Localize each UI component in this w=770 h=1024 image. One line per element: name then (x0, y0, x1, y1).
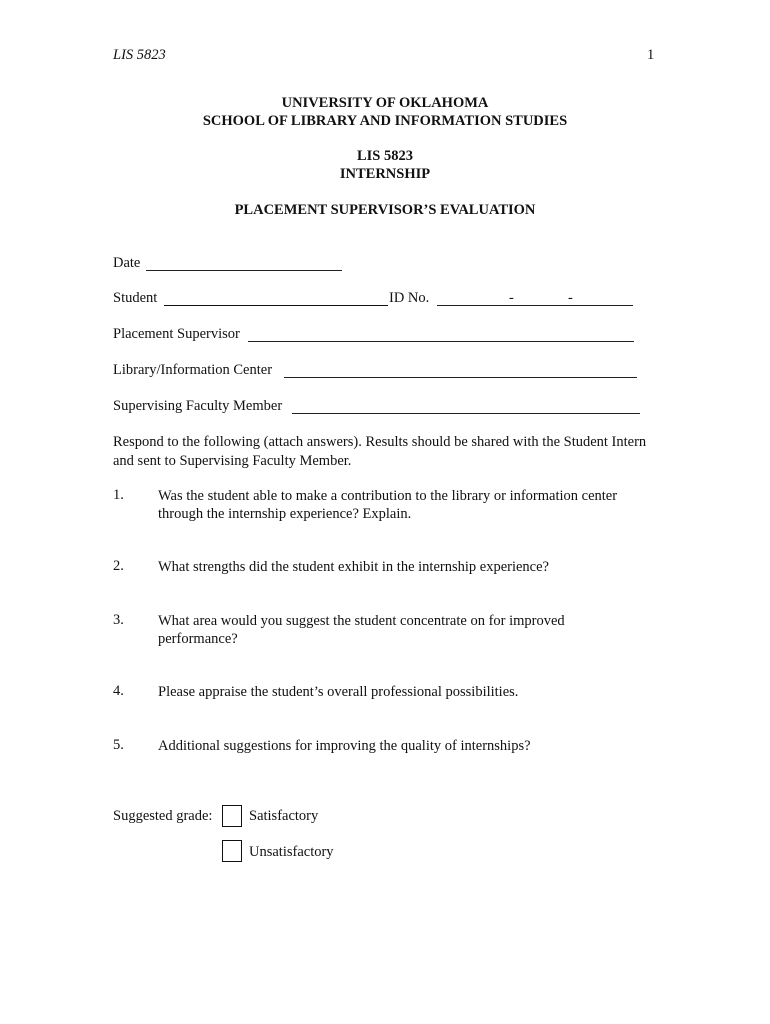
title-block (0, 94, 770, 130)
library-center-label: Library/Information Center (113, 362, 273, 378)
question-number: 4. (113, 683, 124, 699)
id-separator-2: - (568, 290, 573, 306)
question-number: 1. (113, 487, 124, 503)
course-code-header: LIS 5823 (113, 47, 166, 63)
satisfactory-checkbox[interactable] (222, 805, 242, 827)
id-separator-1: - (509, 290, 514, 306)
question-text: Additional suggestions for improving the quality of internships? (158, 738, 531, 754)
faculty-member-field[interactable] (292, 413, 640, 414)
school-name: SCHOOL OF LIBRARY AND INFORMATION STUDIES (202, 113, 568, 129)
page-number: 1 (647, 47, 655, 63)
placement-supervisor-label: Placement Supervisor (113, 326, 240, 342)
instructions-text: Respond to the following (attach answers). Results should be shared with the Student Intern and sent to Supervising Faculty Member. (113, 434, 647, 469)
question-number: 3. (113, 612, 124, 628)
question-number: 2. (113, 558, 124, 574)
student-label: Student (113, 290, 158, 306)
course-block (0, 147, 770, 183)
university-name: UNIVERSITY OF OKLAHOMA (281, 95, 489, 111)
date-field[interactable] (146, 270, 342, 271)
course-number: LIS 5823 (356, 148, 413, 164)
unsatisfactory-checkbox[interactable] (222, 840, 242, 862)
question-text: Was the student able to make a contribution to the library or information center through the internship experience? Explain. (158, 488, 618, 522)
course-name: INTERNSHIP (339, 166, 431, 182)
student-name-field[interactable] (164, 305, 388, 306)
library-center-field[interactable] (284, 377, 637, 378)
question-text: What area would you suggest the student concentrate on for improved performance? (158, 613, 565, 647)
suggested-grade-label: Suggested grade: (113, 808, 213, 824)
question-text: What strengths did the student exhibit in the internship experience? (158, 559, 549, 575)
question-text: Please appraise the student’s overall professional possibilities. (158, 684, 519, 700)
id-number-field[interactable] (437, 305, 633, 306)
date-label: Date (113, 255, 141, 271)
unsatisfactory-option-label: Unsatisfactory (249, 844, 334, 860)
question-number: 5. (113, 737, 124, 753)
placement-supervisor-field[interactable] (248, 341, 634, 342)
satisfactory-option-label: Satisfactory (249, 808, 319, 824)
id-label: ID No. (389, 290, 430, 306)
faculty-member-label: Supervising Faculty Member (113, 398, 283, 414)
form-title: PLACEMENT SUPERVISOR’S EVALUATION (234, 202, 536, 218)
